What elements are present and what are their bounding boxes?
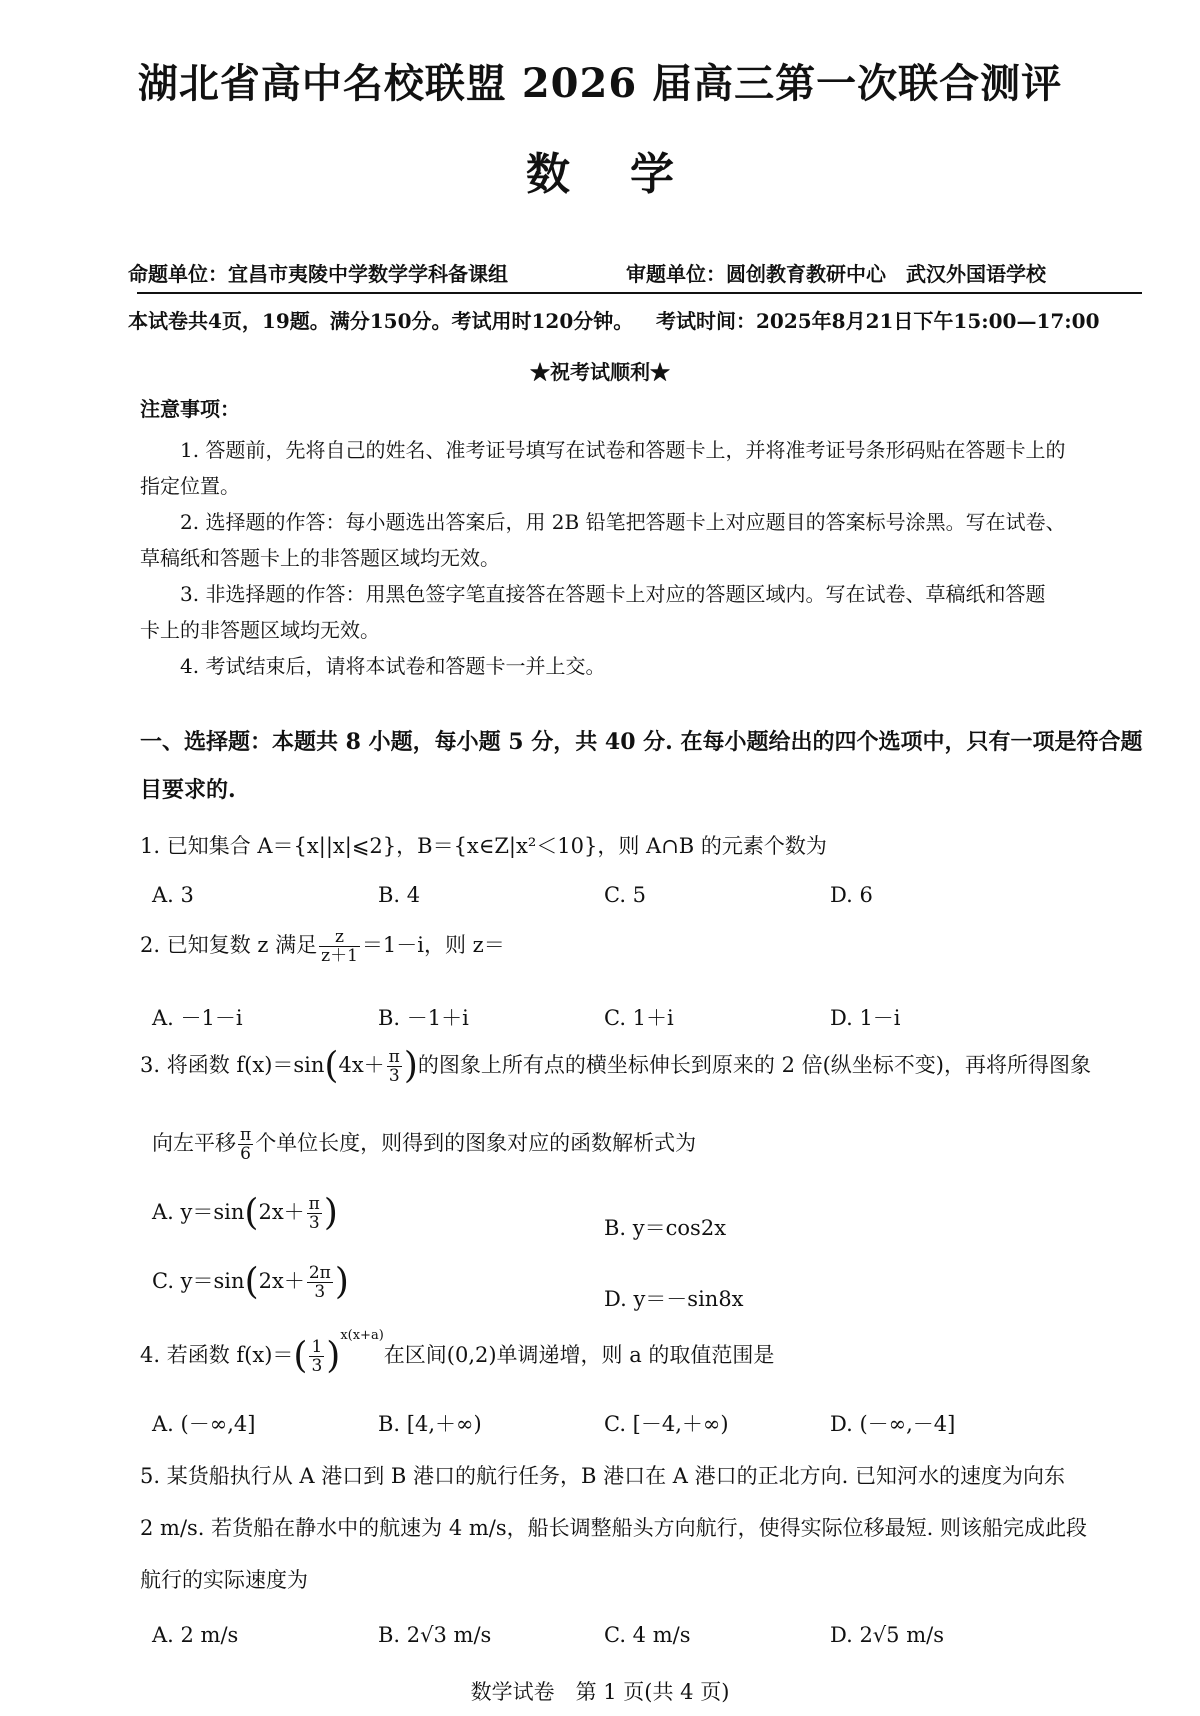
q3-arg: 4x＋: [338, 1053, 385, 1077]
q1-option-a: A. 3: [152, 883, 194, 907]
notice-item: 2. 选择题的作答：每小题选出答案后，用 2B 铅笔把答题卡上对应题目的答案标号涂黑。写在试卷、: [180, 510, 1066, 534]
q2-option-a: A. －1－i: [152, 1006, 243, 1030]
q3-left-paren: (: [324, 1045, 339, 1087]
notice-item: 草稿纸和答题卡上的非答题区域均无效。: [140, 546, 500, 570]
q1-option-d: D. 6: [830, 883, 873, 907]
q3-opt-c-lparen: (: [244, 1261, 259, 1303]
q3-stem-pre: 3. 将函数 f(x)＝sin: [140, 1053, 325, 1077]
q2-fraction: [319, 928, 360, 965]
question-4-stem: [140, 1328, 775, 1377]
q3-opt-c-fraction: [307, 1264, 333, 1301]
question-3-stem: [140, 1045, 1092, 1087]
section-heading: 一、选择题：本题共 8 小题，每小题 5 分，共 40 分. 在每小题给出的四个选项中，只有一项是符合题目要求的.: [140, 729, 1143, 803]
notice-item: 4. 考试结束后，请将本试卷和答题卡一并上交。: [180, 654, 606, 678]
q3-fraction: [387, 1048, 402, 1085]
question-3-line2: [152, 1126, 696, 1163]
q3-opt-a-den: 3: [308, 1213, 320, 1233]
q3-fraction-numerator: π: [388, 1047, 400, 1067]
q1-option-c: C. 5: [604, 883, 647, 907]
author-unit: 命题单位：宜昌市夷陵中学数学学科备课组: [128, 262, 508, 286]
q3-opt-c-pre: C. y＝sin: [152, 1269, 245, 1293]
q3-option-a: [152, 1192, 338, 1234]
notice-item: 指定位置。: [140, 474, 240, 498]
page-footer: 数学试卷 第 1 页(共 4 页): [470, 1680, 730, 1704]
q3-right-paren: ): [403, 1045, 418, 1087]
subject-title: 数学: [526, 149, 734, 200]
q3-option-d: D. y＝－sin8x: [604, 1287, 744, 1311]
q3-opt-c-arg: 2x＋: [258, 1269, 305, 1293]
q4-exponent: x(x+a): [340, 1328, 384, 1343]
notice-item: 3. 非选择题的作答：用黑色签字笔直接答在答题卡上对应的答题区域内。写在试卷、草稿纸和答题: [180, 582, 1046, 606]
q5-option-a: A. 2 m/s: [152, 1623, 239, 1647]
q5-option-d: D. 2√5 m/s: [830, 1623, 944, 1647]
notice-item: 1. 答题前，先将自己的姓名、准考证号填写在试卷和答题卡上，并将准考证号条形码贴在答题卡上的: [180, 438, 1066, 462]
question-5-line2: 2 m/s. 若货船在静水中的航速为 4 m/s，船长调整船头方向航行，使得实际位移最短. 则该船完成此段: [140, 1516, 1087, 1540]
q4-stem-pre: 4. 若函数 f(x)＝: [140, 1343, 294, 1367]
q2-fraction-numerator: z: [319, 928, 360, 947]
exam-info: 本试卷共4页，19题。满分150分。考试用时120分钟。: [128, 309, 634, 333]
q3-line2-fraction: [238, 1126, 253, 1163]
q3-stem-post: 的图象上所有点的横坐标伸长到原来的 2 倍(纵坐标不变)，再将所得图象: [417, 1053, 1092, 1077]
q4-right-paren: ): [326, 1335, 341, 1377]
q3-opt-a-num: π: [308, 1194, 320, 1214]
q3-opt-c-den: 3: [314, 1282, 326, 1302]
header-divider: [137, 292, 1142, 294]
exam-title: 湖北省高中名校联盟 2026 届高三第一次联合测评: [137, 60, 1063, 107]
q2-option-c: C. 1＋i: [604, 1006, 674, 1030]
q3-line2-numerator: π: [240, 1125, 252, 1145]
review-unit: 审题单位：圆创教育教研中心 武汉外国语学校: [626, 262, 1046, 286]
question-5-line1: 5. 某货船执行从 A 港口到 B 港口的航行任务，B 港口在 A 港口的正北方向. 已知河水的速度为向东: [140, 1464, 1065, 1488]
q3-line2-denominator: 6: [240, 1144, 251, 1164]
notice-heading: 注意事项：: [140, 397, 240, 421]
question-5-line3: 航行的实际速度为: [140, 1568, 308, 1592]
q3-option-b: B. y＝cos2x: [604, 1216, 727, 1240]
q3-opt-c-rparen: ): [334, 1261, 349, 1303]
q4-option-c: C. [－4,＋∞): [604, 1412, 729, 1436]
q4-left-paren: (: [293, 1335, 308, 1377]
q5-option-c: C. 4 m/s: [604, 1623, 691, 1647]
q2-stem-post: ＝1－i，则 z＝: [361, 933, 505, 957]
q2-option-b: B. －1＋i: [378, 1006, 469, 1030]
q4-option-d: D. (－∞,－4]: [830, 1412, 956, 1436]
q4-stem-post: 在区间(0,2)单调递增，则 a 的取值范围是: [383, 1343, 775, 1367]
q4-fraction: [309, 1338, 324, 1375]
q3-opt-a-lparen: (: [244, 1192, 259, 1234]
q4-fraction-numerator: 1: [311, 1337, 323, 1357]
q1-option-b: B. 4: [378, 883, 421, 907]
q3-fraction-denominator: 3: [388, 1066, 400, 1086]
good-luck-banner: ★祝考试顺利★: [530, 360, 670, 384]
q3-opt-a-pre: A. y＝sin: [152, 1200, 245, 1224]
notice-list: [140, 432, 1145, 684]
exam-time: 考试时间：2025年8月21日下午15:00—17:00: [656, 309, 1100, 333]
q2-option-d: D. 1－i: [830, 1006, 901, 1030]
q3-opt-a-rparen: ): [323, 1192, 338, 1234]
q3-opt-c-num: 2π: [308, 1263, 331, 1283]
q2-fraction-denominator: z＋1: [321, 946, 358, 966]
q4-option-a: A. (－∞,4]: [152, 1412, 256, 1436]
q3-line2-pre: 向左平移: [152, 1131, 236, 1155]
q3-line2-post: 个单位长度，则得到的图象对应的函数解析式为: [255, 1131, 697, 1155]
q5-option-b: B. 2√3 m/s: [378, 1623, 492, 1647]
q2-stem-pre: 2. 已知复数 z 满足: [140, 933, 318, 957]
q3-opt-a-arg: 2x＋: [258, 1200, 305, 1224]
q3-option-c: [152, 1261, 349, 1303]
q4-option-b: B. [4,＋∞): [378, 1412, 482, 1436]
question-2-stem: [140, 928, 505, 965]
notice-item: 卡上的非答题区域均无效。: [140, 618, 380, 642]
q3-opt-a-fraction: [307, 1195, 322, 1232]
question-1-stem: 1. 已知集合 A＝{x||x|⩽2}，B＝{x∈Z|x²＜10}，则 A∩B 的元素个数为: [140, 834, 827, 858]
q4-fraction-denominator: 3: [311, 1356, 323, 1376]
